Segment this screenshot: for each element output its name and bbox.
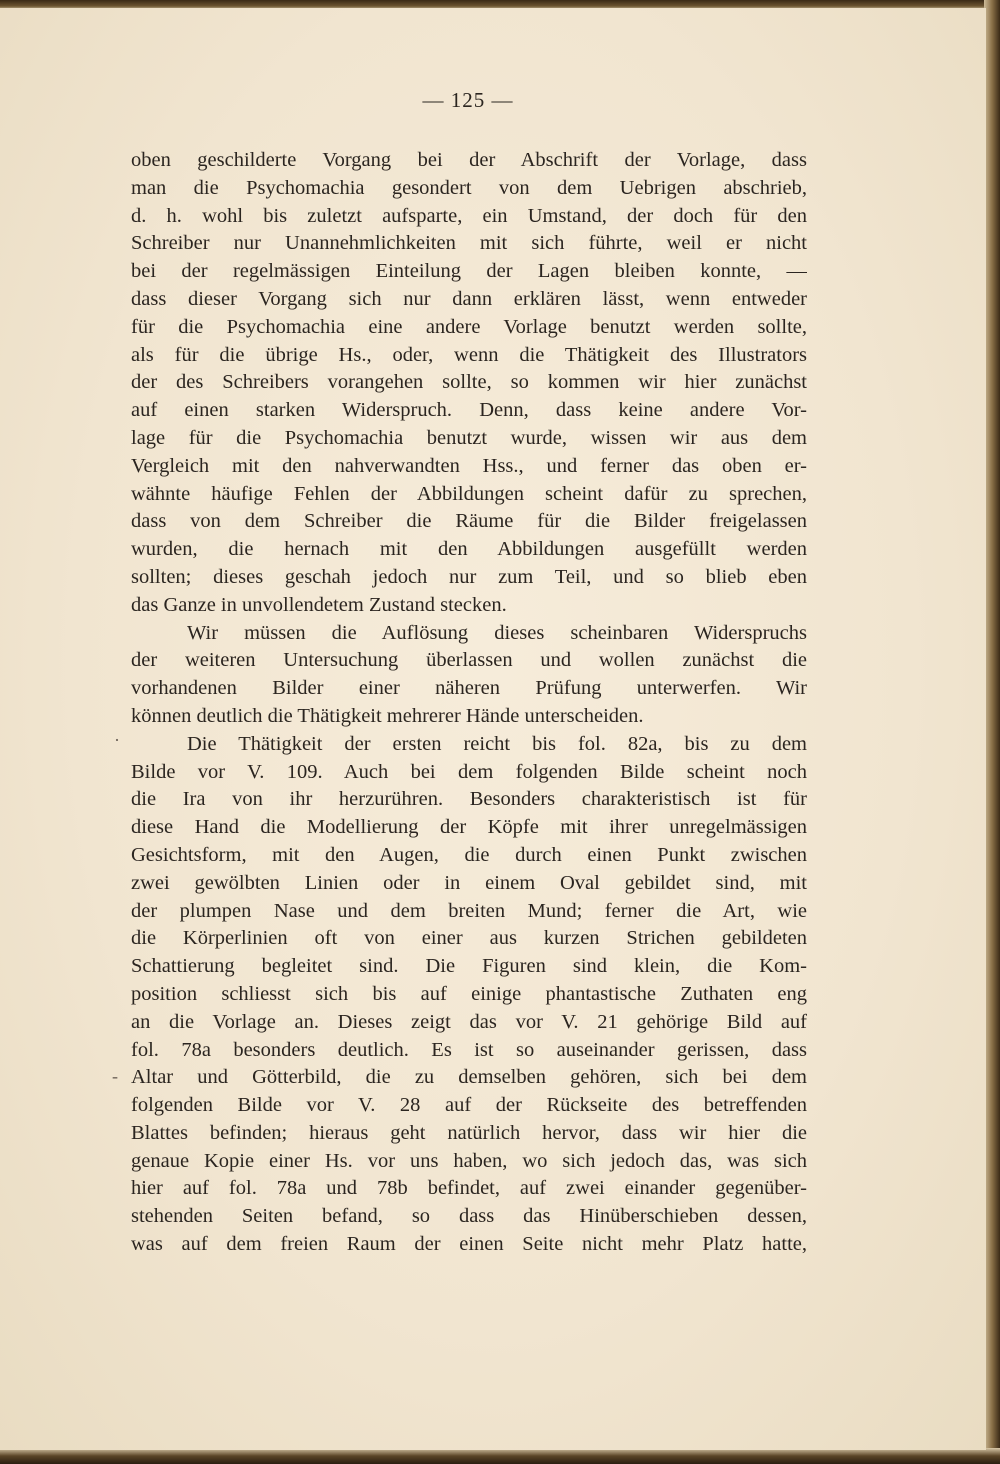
text-line: Gesichtsform, mit den Augen, die durch einen Punkt zwischen — [131, 843, 807, 866]
text-line: man die Psychomachia gesondert von dem Uebrigen abschrieb, — [131, 176, 807, 199]
text-line: folgenden Bilde vor V. 28 auf der Rückseite des betreffenden — [131, 1094, 807, 1117]
text-line: Schreiber nur Unannehmlichkeiten mit sich führte, weil er nicht — [131, 232, 807, 255]
text-line: als für die übrige Hs., oder, wenn die Thätigkeit des Illustrators — [131, 343, 807, 366]
text-line: bei der regelmässigen Einteilung der Lagen bleiben konnte, — — [131, 260, 807, 283]
book-edge-bottom — [0, 1448, 1000, 1464]
text-line: Schattierung begleitet sind. Die Figuren sind klein, die Kom- — [131, 955, 807, 978]
text-line: an die Vorlage an. Dieses zeigt das vor V. 21 gehörige Bild auf — [131, 1010, 807, 1033]
text-line: genaue Kopie einer Hs. vor uns haben, wo sich jedoch das, was sich — [131, 1149, 807, 1172]
text-line: wurden, die hernach mit den Abbildungen ausgefüllt werden — [131, 538, 807, 561]
text-line: Altar und Götterbild, die zu demselben gehören, sich bei dem — [131, 1066, 807, 1089]
text-line: Bilde vor V. 109. Auch bei dem folgenden Bilde scheint noch — [131, 760, 807, 783]
book-edge-right — [984, 0, 1000, 1464]
text-line: auf einen starken Widerspruch. Denn, dass keine andere Vor- — [131, 399, 807, 422]
margin-dot-mark: · — [114, 730, 120, 750]
text-line: fol. 78a besonders deutlich. Es ist so auseinander gerissen, dass — [131, 1038, 807, 1061]
text-line: Wir müssen die Auflösung dieses scheinbaren Widerspruchs — [187, 621, 807, 644]
text-line: das Ganze in unvollendetem Zustand stecken. — [131, 593, 507, 616]
page-number: — 125 — — [422, 88, 514, 112]
text-line: die Ira von ihr herzurühren. Besonders charakteristisch ist für — [131, 788, 807, 811]
text-line: wähnte häufige Fehlen der Abbildungen scheint dafür zu sprechen, — [131, 482, 807, 505]
text-line: für die Psychomachia eine andere Vorlage benutzt werden sollte, — [131, 315, 807, 338]
text-line: d. h. wohl bis zuletzt aufsparte, ein Umstand, der doch für den — [131, 204, 807, 227]
text-line: stehenden Seiten befand, so dass das Hinüberschieben dessen, — [131, 1205, 807, 1228]
text-line: was auf dem freien Raum der einen Seite nicht mehr Platz hatte, — [131, 1233, 807, 1256]
text-line: diese Hand die Modellierung der Köpfe mit ihrer unregelmässigen — [131, 816, 807, 839]
text-line: der weiteren Untersuchung überlassen und wollen zunächst die — [131, 649, 807, 672]
text-line: Blattes befinden; hieraus geht natürlich hervor, dass wir hier die — [131, 1121, 807, 1144]
text-line: die Körperlinien oft von einer aus kurzen Strichen gebildeten — [131, 927, 807, 950]
text-line: Vergleich mit den nahverwandten Hss., und ferner das oben er- — [131, 454, 807, 477]
body-text — [131, 147, 807, 1259]
margin-dash-mark: - — [112, 1066, 118, 1086]
text-line: oben geschilderte Vorgang bei der Abschrift der Vorlage, dass — [131, 149, 807, 171]
book-page — [0, 8, 986, 1450]
text-line: lage für die Psychomachia benutzt wurde, wissen wir aus dem — [131, 426, 807, 449]
text-line: zwei gewölbten Linien oder in einem Oval gebildet sind, mit — [131, 871, 807, 894]
text-line: hier auf fol. 78a und 78b befindet, auf zwei einander gegenüber- — [131, 1177, 807, 1200]
text-line: Die Thätigkeit der ersten reicht bis fol. 82a, bis zu dem — [187, 732, 807, 755]
text-line: dass von dem Schreiber die Räume für die Bilder freigelassen — [131, 510, 807, 533]
text-line: position schliesst sich bis auf einige phantastische Zuthaten eng — [131, 982, 807, 1005]
text-line: der plumpen Nase und dem breiten Mund; ferner die Art, wie — [131, 899, 807, 922]
text-line: dass dieser Vorgang sich nur dann erklären lässt, wenn entweder — [131, 287, 807, 310]
text-line: vorhandenen Bilder einer näheren Prüfung unterwerfen. Wir — [131, 677, 807, 700]
text-line: der des Schreibers vorangehen sollte, so kommen wir hier zunächst — [131, 371, 807, 394]
text-line: können deutlich die Thätigkeit mehrerer Hände unterscheiden. — [131, 704, 644, 727]
text-line: sollten; dieses geschah jedoch nur zum Teil, und so blieb eben — [131, 565, 807, 588]
